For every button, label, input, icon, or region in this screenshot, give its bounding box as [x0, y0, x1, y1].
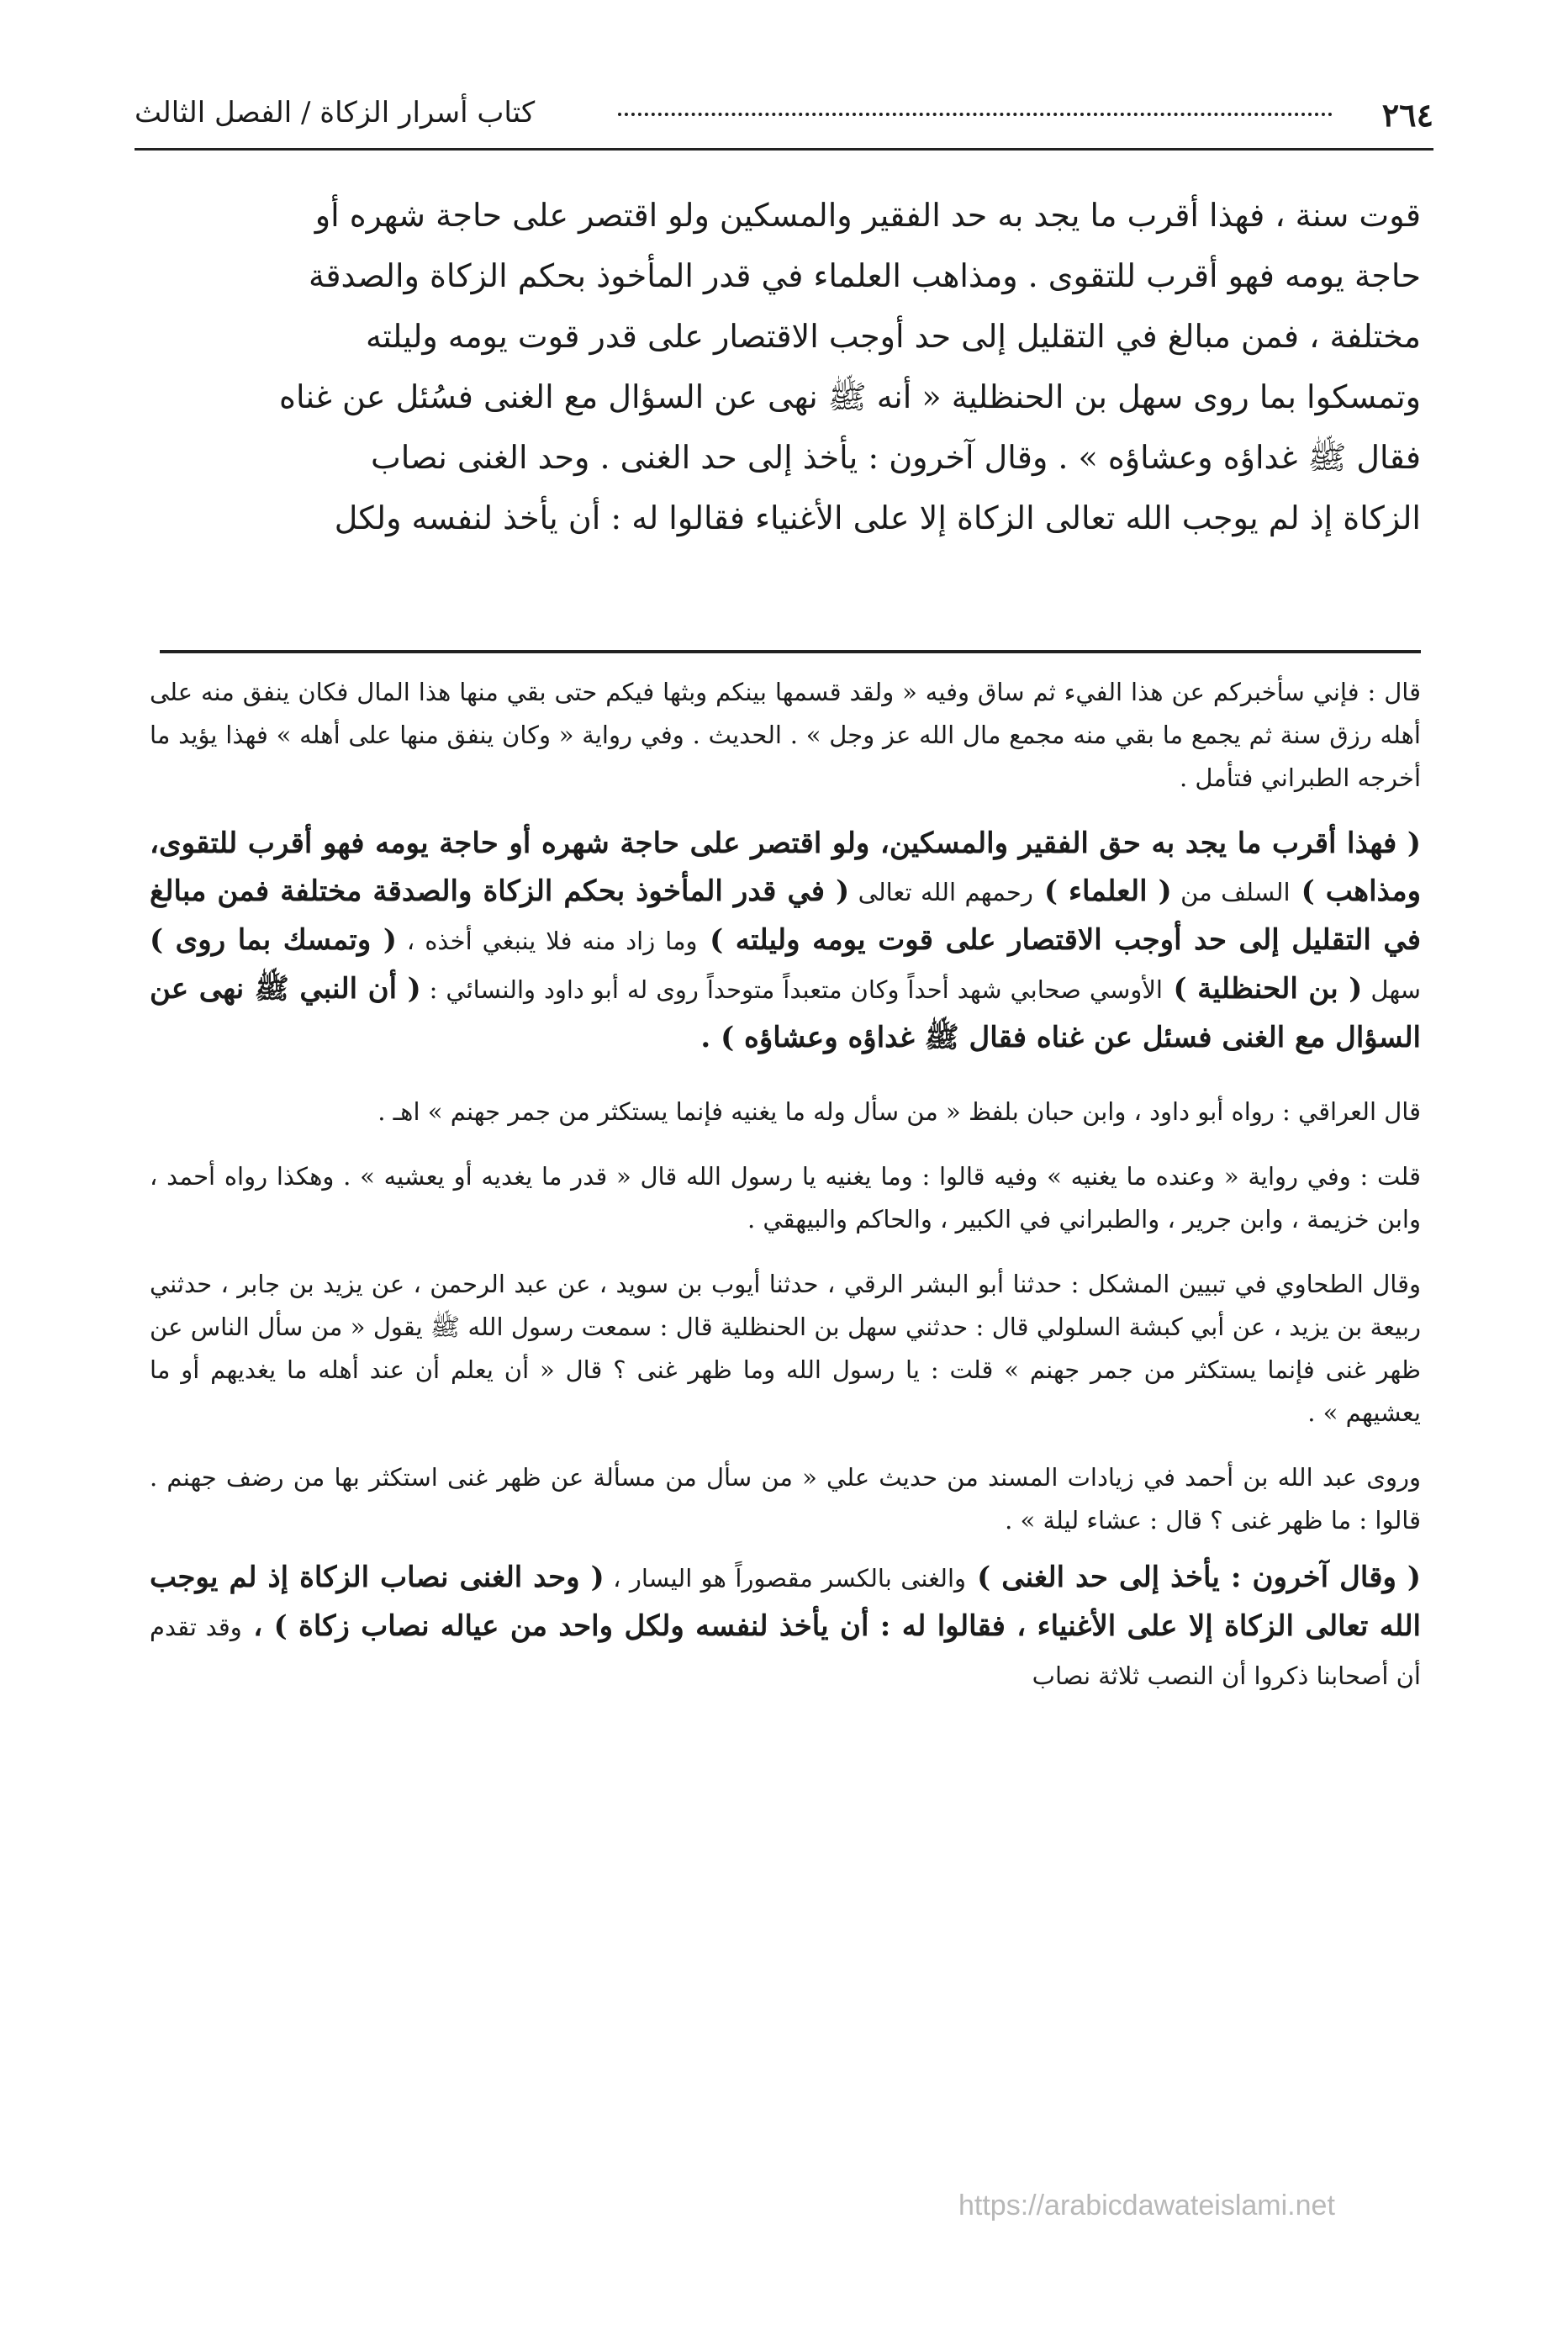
bold-quote: ( العلماء ) — [1043, 874, 1172, 908]
header-dotted-rule — [618, 113, 1333, 116]
main-text — [150, 185, 1421, 548]
page-number: ٢٦٤ — [1381, 96, 1433, 134]
running-title: كتاب أسرار الزكاة / الفصل الثالث — [135, 96, 536, 129]
bold-quote: ( في قدر المأخوذ بحكم الزكاة والصدقة مختلفة فمن مبالغ في التقليل إلى حد أوجب الاقتصار على قوت يومه وليلته ) — [150, 874, 1421, 957]
main-text-line: قوت سنة ، فهذا أقرب ما يجد به حد الفقير والمسكين ولو اقتصر على حاجة شهره أو — [314, 197, 1421, 234]
bold-quote: ( وقال آخرون : يأخذ إلى حد الغنى ) — [977, 1561, 1421, 1594]
bold-quote: ( أن النبي ﷺ نهى عن السؤال مع الغنى فسئل عن غناه فقال ﷺ غداؤه وعشاؤه ) . — [150, 972, 1421, 1054]
commentary-note-text: وما زاد منه فلا ينبغي أخذه ، — [396, 927, 698, 955]
commentary-note-text: السلف من — [1171, 878, 1291, 906]
commentary-note-text: والغنى بالكسر مقصوراً هو اليسار ، — [604, 1564, 967, 1593]
bold-quote: ( فهذا أقرب ما يجد به حق الفقير والمسكين، ولو اقتصر على حاجة شهره أو حاجة يومه فهو أقرب للتقوى، ومذاهب ) — [150, 827, 1421, 908]
tahawi-note: وقال الطحاوي في تبيين المشكل : حدثنا أبو البشر الرقي ، حدثنا أيوب بن سويد ، عن عبد الرحمن ، عن يزيد بن جابر ، حدثني ربيعة بن يزيد ، عن أبي كبشة السلولي قال : حدثني سهل بن الحنظلية قال : سمعت رسول الله ﷺ يقول « من سأل الناس عن ظهر غنى فإنما يستكثر من جمر جهنم » قلت : يا رسول الله وما ظهر غنى ؟ قال « أن يعلم أن عند أهله ما يغديهم أو ما يعشيهم » . — [150, 1270, 1422, 1427]
bold-quote: ( بن الحنظلية ) — [1173, 972, 1363, 1006]
commentary-separator — [160, 650, 1421, 653]
main-text-line: مختلفة ، فمن مبالغ في التقليل إلى حد أوجب الاقتصار على قدر قوت يومه وليلته — [365, 318, 1421, 355]
watermark-url: https://arabicdawateislami.net — [958, 2190, 1335, 2221]
riwaya-note: قلت : وفي رواية « وعنده ما يغنيه » وفيه قالوا : وما يغنيه يا رسول الله قال « قدر ما يغديه أو يعشيه » . وهكذا رواه أحمد ، وابن خزيمة ، وابن جرير ، والطبراني في الكبير ، والحاكم والبيهقي . — [150, 1162, 1421, 1234]
main-text-line: الزكاة إذ لم يوجب الله تعالى الزكاة إلا على الأغنياء فقالوا له : أن يأخذ لنفسه ولكل — [334, 499, 1421, 536]
page-header — [135, 89, 1433, 151]
commentary-note-text: سهل — [1362, 975, 1421, 1004]
main-text-line: حاجة يومه فهو أقرب للتقوى . ومذاهب العلماء في قدر المأخوذ بحكم الزكاة والصدقة — [308, 257, 1421, 294]
commentary-quote: قال : فإني سأخبركم عن هذا الفيء ثم ساق وفيه « ولقد قسمها بينكم وبثها فيكم حتى بقي منها هذا المال فكان ينفق منه على أهله رزق سنة ثم يجمع ما بقي منه مجمع مال الله عز وجل » . الحديث . وفي رواية « وكان ينفق منها على أهله » فهذا يؤيد ما أخرجه الطبراني فتأمل . — [150, 678, 1421, 792]
commentary-note-text: الأوسي صحابي شهد أحداً وكان متعبداً متوحداً روى له أبو داود والنسائي : — [420, 975, 1163, 1004]
main-text-line: فقال ﷺ غداؤه وعشاؤه » . وقال آخرون : يأخذ إلى حد الغنى . وحد الغنى نصاب — [370, 439, 1421, 476]
commentary — [150, 671, 1421, 1700]
main-text-line: وتمسكوا بما روى سهل بن الحنظلية « أنه ﷺ نهى عن السؤال مع الغنى فسُئل عن غناه — [279, 378, 1421, 415]
final-explanation — [150, 1554, 1421, 1700]
iraqi-note: قال العراقي : رواه أبو داود ، وابن حبان بلفظ « من سأل وله ما يغنيه فإنما يستكثر من جمر جهنم » اهـ . — [377, 1097, 1421, 1126]
bold-quote: ( وحد الغنى نصاب الزكاة إذ لم يوجب الله تعالى الزكاة إلا على الأغنياء ، فقالوا له : أن يأخذ لنفسه ولكل واحد من عياله نصاب زكاة ) ، — [150, 1561, 1421, 1643]
commentary-note-text: رحمهم الله تعالى — [849, 878, 1033, 906]
bold-quote: ( وتمسك بما روى ) — [150, 923, 397, 957]
commentary-note-text: وقد تقدم أن أصحابنا ذكروا أن النصب ثلاثة نصاب — [150, 1613, 1421, 1690]
abdullah-note: وروى عبد الله بن أحمد في زيادات المسند من حديث علي « من سأل من مسألة عن ظهر غنى استكثر بها من رضف جهنم . قالوا : ما ظهر غنى ؟ قال : عشاء ليلة » . — [150, 1463, 1421, 1535]
commentary-explanation — [150, 820, 1421, 1062]
